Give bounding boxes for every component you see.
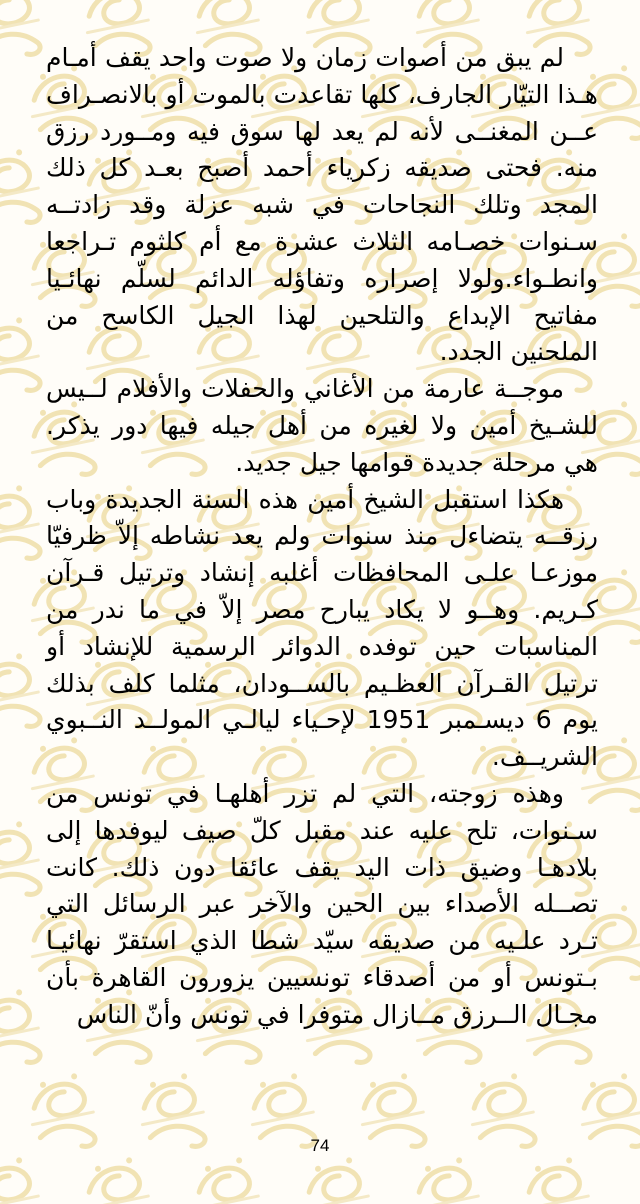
page-body-text	[46, 40, 598, 1034]
paragraph: وهذه زوجته، التي لم تزر أهلهـا في تونس من سـنوات، تلح عليه عند مقبل كلّ صيف ليوفدها إلى بلادهـا وضيق ذات اليد يقف عائقا دون ذلك. كانت تصــله الأصداء بين الحين والآخر عبر الرسائل التي تـرد علـيه من صديقه سيّد شطا الذي استقرّ نهائيـا بـتونس أو من أصدقاء تونسيين يزورون القاهرة بأن مجـال الــرزق مــازال متوفرا في تونس وأنّ الناس	[46, 778, 598, 1029]
paragraph: هكذا استقبل الشيخ أمين هذه السنة الجديدة وباب رزقــه يتضاءل منذ سنوات ولم يعد نشاطه إلاّ ظرفيّا موزعـا علـى المحافظات أغلبه إنشاد وترتيل قـرآن كـريم. وهــو لا يكاد يبارح مصر إلاّ في ما ندر من المناسبات حين توفده الدوائر الرسمية للإنشاد أو ترتيل القـرآن العظـيم بالســودان، مثلما كلف بذلك يوم 6 ديسـمبر 1951 لإحـياء ليالـي المولــد النــبوي الشريــف.	[46, 484, 599, 772]
calligraphy-logo-icon	[0, 987, 43, 1069]
calligraphy-logo-icon	[411, 1155, 483, 1204]
calligraphy-logo-icon	[0, 315, 43, 397]
calligraphy-logo-icon	[0, 1155, 43, 1204]
calligraphy-logo-icon	[0, 147, 43, 229]
page-number: 74	[310, 1136, 330, 1155]
calligraphy-logo-icon	[0, 0, 43, 61]
calligraphy-logo-icon	[0, 651, 43, 733]
calligraphy-logo-icon	[0, 483, 43, 565]
calligraphy-logo-icon	[0, 819, 43, 901]
calligraphy-logo-icon	[301, 1155, 373, 1204]
calligraphy-logo-icon	[521, 1155, 593, 1204]
paragraph: لم يبق من أصوات زمان ولا صوت واحد يقف أمـام هـذا التيّار الجارف، كلها تقاعدت بالموت أو بالانصـراف عــن المغنــى لأنه لم يعد لها سوق فيه ومــورد رزق منه. فحتى صديقه زكرياء أحمد أصبح بعـد كل ذلك المجد وتلك النجاحات في شبه عزلة وقد زادتــه سـنوات خصـامه الثلاث عشرة مع أم كلثوم تـراجعا وانطـواء.ولولا إصراره وتفاؤله الدائم لسلّم نهائـيا مفاتيح الإبداع والتلحين لهذا الجيل الكاسح من الملحنين الجدد.	[46, 43, 598, 367]
calligraphy-logo-icon	[81, 1155, 153, 1204]
paragraph: موجــة عارمة من الأغاني والحفلات والأفلام لــيس للشـيخ أمين ولا لغيره من أهل جيله فيها دور يذكر. هي مرحلة جديدة قوامها جيل جديد.	[46, 374, 598, 477]
calligraphy-logo-icon	[191, 1155, 263, 1204]
